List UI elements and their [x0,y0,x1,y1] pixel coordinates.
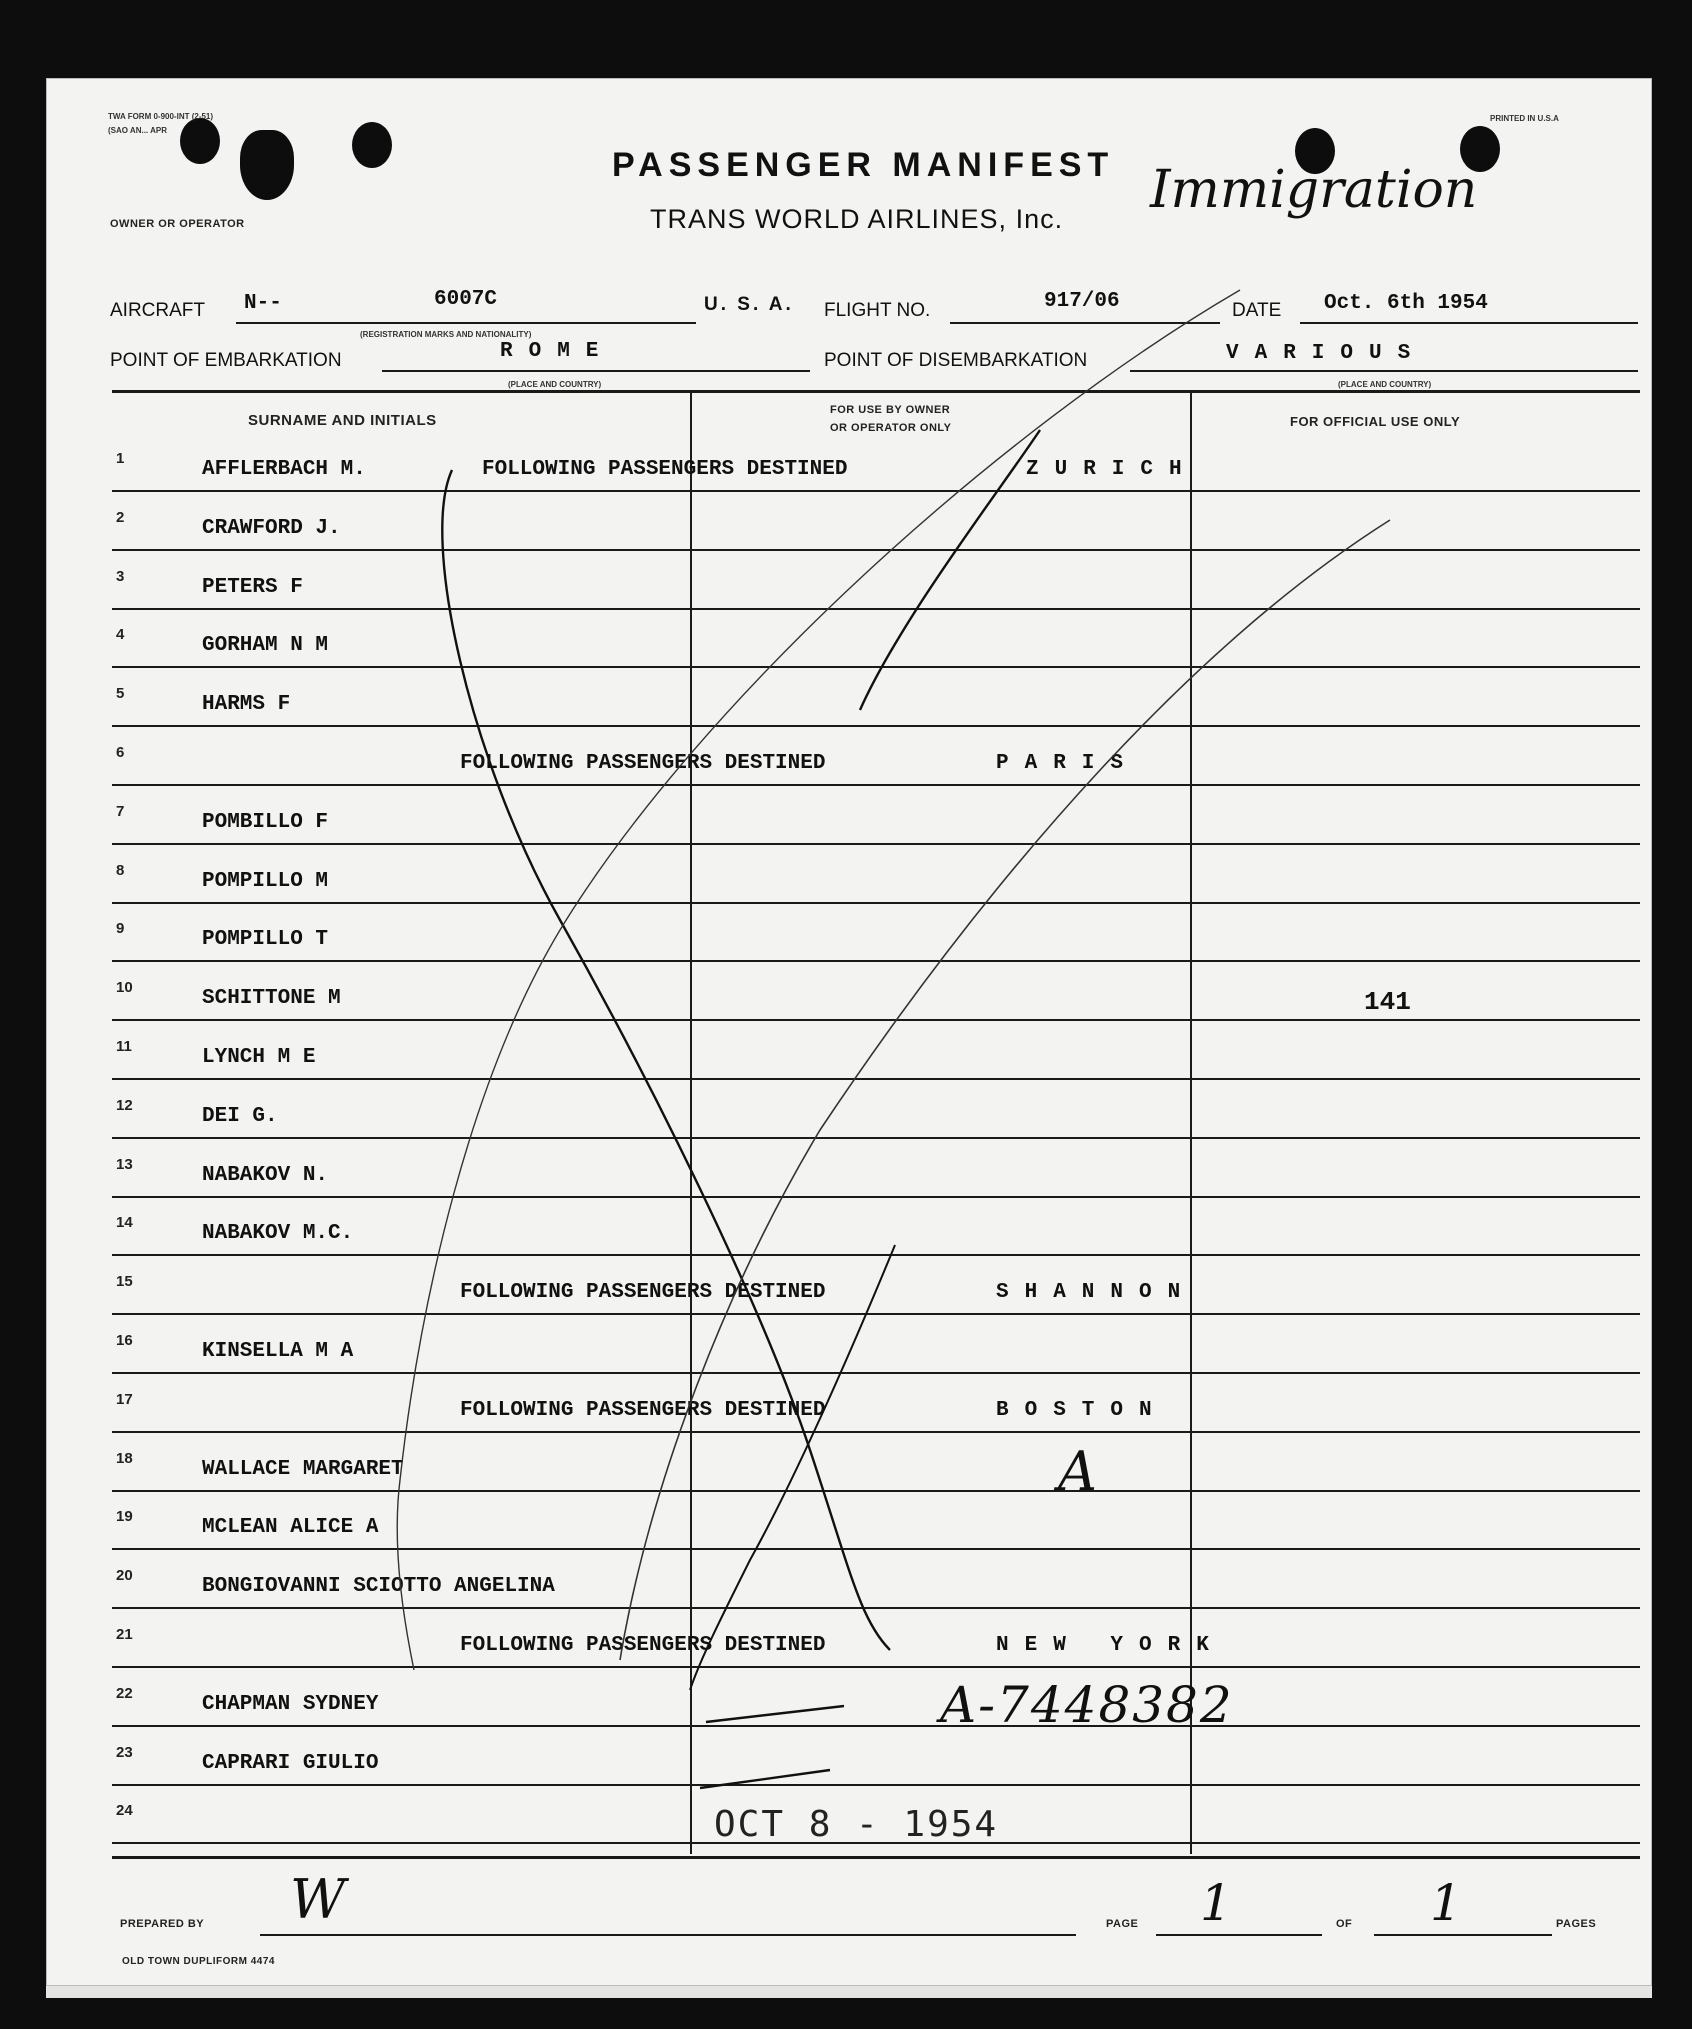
aircraft-prefix: N-- [244,292,282,315]
printed-in: PRINTED IN U.S.A [1490,114,1559,123]
row-number: 9 [116,920,125,938]
destination-city: BOSTON [996,1398,1168,1422]
of-label: OF [1336,1918,1353,1930]
ink-stroke [690,1245,895,1690]
row-number: 17 [116,1390,133,1408]
row-number: 12 [116,1096,133,1114]
alien-number: A-7448382 [940,1676,1234,1734]
row-number: 11 [116,1038,132,1055]
destination-note: FOLLOWING PASSENGERS DESTINED [460,1398,826,1422]
date-stamp: OCT 8 - 1954 [714,1804,999,1845]
passenger-name: NABAKOV N. [202,1163,329,1187]
col-surname: SURNAME AND INITIALS [248,412,437,429]
flight-number: 917/06 [1044,290,1120,313]
passenger-name: NABAKOV M.C. [202,1222,354,1246]
ink-stroke [860,430,1040,710]
disembark-label: POINT OF DISEMBARKATION [824,350,1088,371]
row-number: 3 [116,567,125,585]
form-code-2: (SAO AN... APR [108,126,167,135]
row-number: 10 [116,979,133,997]
ink-stroke [700,1770,830,1788]
date-value: Oct. 6th 1954 [1324,292,1488,315]
destination-city: PARIS [996,752,1140,775]
row-number: 24 [116,1802,133,1820]
passenger-name: PETERS F [202,575,303,599]
row-number: 19 [116,1508,133,1526]
row-number: 20 [116,1567,133,1585]
passenger-name: KINSELLA M A [202,1340,354,1363]
embark-value: ROME [500,340,615,363]
immigration-note: Immigration [1150,160,1478,220]
row-number: 16 [116,1332,133,1349]
manifest-title: PASSENGER MANIFEST [612,146,1115,184]
col-official: FOR OFFICIAL USE ONLY [1290,414,1461,429]
date-label: DATE [1232,300,1282,321]
col-owner-use-2: OR OPERATOR ONLY [830,422,952,434]
prepared-label: PREPARED BY [120,1918,205,1930]
row-number: 21 [116,1626,133,1643]
passenger-name: POMPILLO T [202,928,329,952]
airline-name: TRANS WORLD AIRLINES, Inc. [650,204,1064,234]
row-number: 22 [116,1684,133,1702]
page-value: 1 [1200,1874,1232,1932]
row-number: 4 [116,626,125,644]
destination-city: NEW YORK [996,1634,1225,1657]
owner-label: OWNER OR OPERATOR [110,218,245,230]
pencil-stroke [397,290,1240,1670]
destination-note: FOLLOWING PASSENGERS DESTINED [460,1281,826,1305]
of-value: 1 [1430,1874,1462,1932]
destination-note: FOLLOWING PASSENGERS DESTINED [482,458,848,481]
ink-stroke [706,1706,844,1722]
printer-imprint: OLD TOWN DUPLIFORM 4474 [122,1956,275,1967]
row-number: 23 [116,1743,133,1761]
row-number: 2 [116,508,125,526]
passenger-name: HARMS F [202,693,291,717]
passenger-name: MCLEAN ALICE A [202,1516,379,1540]
disembark-value: VARIOUS [1226,342,1427,365]
col-owner-use-1: FOR USE BY OWNER [830,404,951,416]
row-number: 15 [116,1273,133,1291]
row-number: 6 [116,744,125,761]
passenger-name: BONGIOVANNI SCIOTTO ANGELINA [202,1575,555,1599]
page-label: PAGE [1106,1918,1139,1930]
pages-label: PAGES [1556,1918,1597,1930]
boston-mark: A [1058,1440,1097,1503]
passenger-name: CAPRARI GIULIO [202,1751,379,1775]
flight-label: FLIGHT NO. [824,300,931,321]
row-number: 7 [116,802,125,820]
passenger-name: WALLACE MARGARET [202,1457,404,1481]
passenger-name: POMBILLO F [202,810,329,834]
row-number: 1 [116,450,125,467]
row-number: 13 [116,1155,133,1173]
passenger-name: LYNCH M E [202,1046,316,1069]
aircraft-number: 6007C [434,288,498,311]
passenger-name: DEI G. [202,1104,278,1128]
registration-caption: (REGISTRATION MARKS AND NATIONALITY) [360,330,532,339]
row-number: 5 [116,685,125,703]
destination-city: SHANNON [996,1281,1197,1305]
destination-note: FOLLOWING PASSENGERS DESTINED [460,752,826,775]
row-number: 14 [116,1214,133,1232]
passenger-name: SCHITTONE M [202,987,341,1011]
passenger-name: GORHAM N M [202,634,329,658]
passenger-name: CRAWFORD J. [202,516,341,540]
passenger-name: AFFLERBACH M. [202,458,366,481]
prepared-initials: W [290,1868,346,1931]
aircraft-label: AIRCRAFT [110,300,205,321]
disembark-caption: (PLACE AND COUNTRY) [1338,380,1432,389]
destination-city: ZURICH [1026,458,1198,481]
official-code: 141 [1364,987,1411,1018]
passenger-name: CHAPMAN SYDNEY [202,1692,379,1716]
country: U. S. A. [704,294,794,315]
embark-label: POINT OF EMBARKATION [110,350,342,371]
embark-caption: (PLACE AND COUNTRY) [508,380,602,389]
destination-note: FOLLOWING PASSENGERS DESTINED [460,1634,826,1657]
passenger-name: POMPILLO M [202,869,329,893]
form-code: TWA FORM 0-900-INT (2-51) [108,112,214,121]
row-number: 18 [116,1449,133,1467]
pencil-stroke [620,520,1390,1660]
row-number: 8 [116,861,125,879]
